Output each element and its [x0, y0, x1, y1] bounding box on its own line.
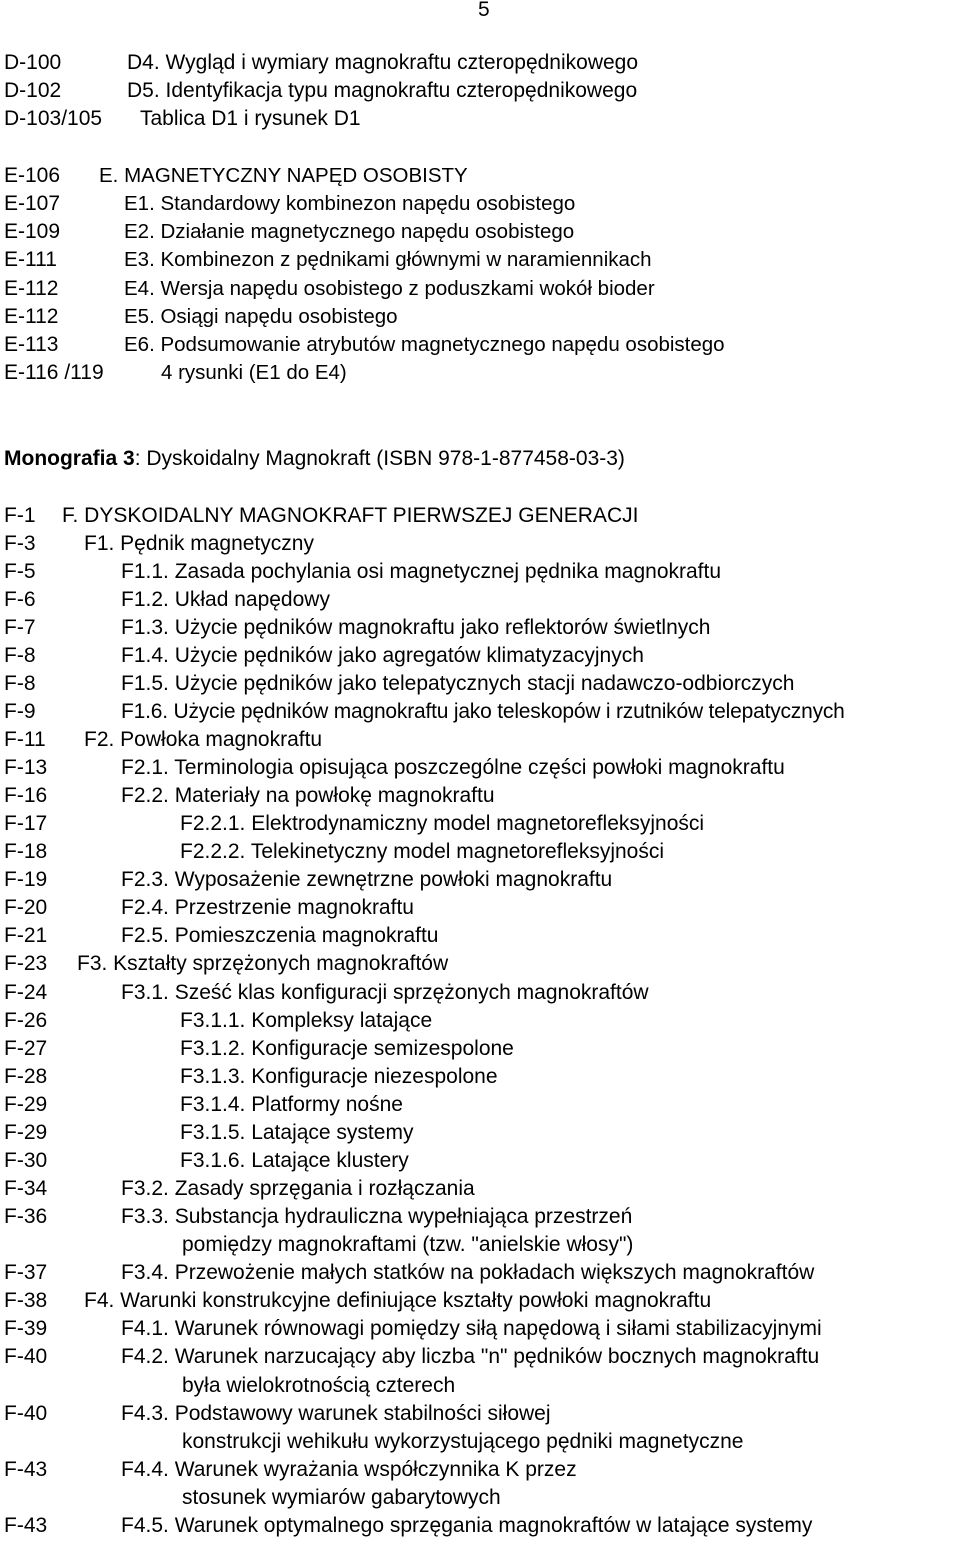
toc-page-ref: F-9 [4, 700, 36, 723]
toc-entry-title: Tablica D1 i rysunek D1 [140, 107, 361, 130]
toc-entry-title: E2. Działanie magnetycznego napędu osobistego [124, 220, 575, 243]
toc-page-ref: F-11 [4, 728, 46, 751]
toc-entry-title: E3. Kombinezon z pędnikami głównymi w naramiennikach [124, 248, 652, 271]
toc-entry-title: F3.1.3. Konfiguracje niezespolone [180, 1065, 498, 1088]
toc-entry [0, 359, 960, 387]
toc-entry [0, 1175, 960, 1203]
toc-entry [0, 586, 960, 614]
toc-entry [0, 1119, 960, 1147]
monograph-title: : Dyskoidalny Magnokraft (ISBN 978-1-877458-03-3) [134, 447, 625, 470]
toc-entry [0, 275, 960, 303]
toc-entry [0, 754, 960, 782]
toc-entry [0, 950, 960, 978]
toc-entry-title: F3.1. Sześć klas konfiguracji sprzężonych magnokraftów [121, 981, 649, 1004]
toc-entry [0, 1091, 960, 1119]
toc-entry [0, 49, 960, 77]
toc-entry [0, 502, 960, 530]
toc-entry [0, 642, 960, 670]
toc-entry-title: D5. Identyfikacja typu magnokraftu czteropędnikowego [127, 79, 638, 102]
toc-entry [0, 1512, 960, 1540]
toc-entry-continuation [0, 1484, 960, 1512]
toc-entry-title: F3.4. Przewożenie małych statków na pokładach większych magnokraftów [121, 1261, 815, 1284]
toc-entry-title: F2.1. Terminologia opisująca poszczególne części powłoki magnokraftu [121, 756, 785, 779]
toc-page-ref: E-106 [4, 164, 61, 187]
toc-entry-title: F1. Pędnik magnetyczny [84, 532, 314, 555]
toc-entry [0, 558, 960, 586]
toc-entry-title: F4.1. Warunek równowagi pomiędzy siłą napędową i siłami stabilizacyjnymi [121, 1317, 822, 1340]
toc-entry [0, 1035, 960, 1063]
toc-page-ref: F-29 [4, 1121, 48, 1144]
toc-entry [0, 162, 960, 190]
toc-entry-title: F1.2. Układ napędowy [121, 588, 330, 611]
toc-page-ref: F-37 [4, 1261, 48, 1284]
toc-page-ref: F-16 [4, 784, 48, 807]
toc-entry [0, 246, 960, 274]
toc-entry-title: F2.2.1. Elektrodynamiczny model magnetorefleksyjności [180, 812, 705, 835]
toc-entry-title: E4. Wersja napędu osobistego z poduszkami wokół bioder [124, 277, 655, 300]
toc-entry-title: F2.5. Pomieszczenia magnokraftu [121, 924, 439, 947]
toc-page-ref: F-3 [4, 532, 36, 555]
toc-page-ref: D-102 [4, 79, 62, 102]
toc-entry-continuation [0, 1231, 960, 1259]
toc-page-ref: F-40 [4, 1345, 48, 1368]
toc-entry-title: F1.1. Zasada pochylania osi magnetycznej pędnika magnokraftu [121, 560, 722, 583]
toc-page-ref: F-43 [4, 1458, 48, 1481]
toc-entry [0, 530, 960, 558]
toc-entry [0, 866, 960, 894]
toc-entry [0, 77, 960, 105]
toc-page-ref: E-109 [4, 220, 61, 243]
toc-entry [0, 922, 960, 950]
toc-page-ref: F-29 [4, 1093, 48, 1116]
toc-entry [0, 105, 960, 133]
toc-entry-title: F4.3. Podstawowy warunek stabilności siłowej [121, 1402, 551, 1425]
toc-entry-title: F4.2. Warunek narzucający aby liczba "n" pędników bocznych magnokraftu [121, 1345, 820, 1368]
toc-entry [0, 726, 960, 754]
toc-page-ref: F-43 [4, 1514, 48, 1537]
toc-page-ref: F-23 [4, 952, 48, 975]
toc-page-ref: F-40 [4, 1402, 48, 1425]
toc-page-ref: F-39 [4, 1317, 48, 1340]
toc-page-ref: F-6 [4, 588, 36, 611]
toc-entry-title: F3.2. Zasady sprzęgania i rozłączania [121, 1177, 475, 1200]
toc-entry [0, 810, 960, 838]
toc-page-ref: F-20 [4, 896, 48, 919]
toc-page-ref: F-5 [4, 560, 36, 583]
toc-entry [0, 190, 960, 218]
toc-page-ref: F-8 [4, 672, 36, 695]
toc-entry [0, 218, 960, 246]
toc-page-ref: E-107 [4, 192, 61, 215]
toc-entry [0, 614, 960, 642]
toc-page-ref: F-13 [4, 756, 48, 779]
toc-page-ref: E-113 [4, 333, 59, 356]
toc-page-ref: F-26 [4, 1009, 48, 1032]
toc-entry-title: F2.2.2. Telekinetyczny model magnetorefleksyjności [180, 840, 665, 863]
toc-entry-title: E. MAGNETYCZNY NAPĘD OSOBISTY [99, 164, 468, 187]
toc-page-ref: F-34 [4, 1177, 48, 1200]
toc-entry-title: F1.6. Użycie pędników magnokraftu jako teleskopów i rzutników telepatycznych [121, 700, 845, 723]
toc-entry-title: F3. Kształty sprzężonych magnokraftów [77, 952, 449, 975]
toc-entry-title: E5. Osiągi napędu osobistego [124, 305, 398, 328]
toc-entry-title: pomiędzy magnokraftami (tzw. "anielskie włosy") [182, 1233, 634, 1256]
toc-entry-title: była wielokrotnością czterech [182, 1374, 456, 1397]
toc-page-ref: D-103/105 [4, 107, 103, 130]
toc-entry [0, 1400, 960, 1428]
toc-entry-title: F1.3. Użycie pędników magnokraftu jako reflektorów świetlnych [121, 616, 711, 639]
toc-entry-title: F3.3. Substancja hydrauliczna wypełniająca przestrzeń [121, 1205, 633, 1228]
toc-entry-continuation [0, 1428, 960, 1456]
toc-page-ref: F-8 [4, 644, 36, 667]
toc-entry-title: konstrukcji wehikułu wykorzystującego pędniki magnetyczne [182, 1430, 744, 1453]
toc-page-ref: F-36 [4, 1205, 48, 1228]
page-number: 5 [478, 0, 490, 21]
toc-entry-title: 4 rysunki (E1 do E4) [161, 361, 347, 384]
toc-entry [0, 1203, 960, 1231]
monograph-label: Monografia 3 [4, 447, 135, 470]
toc-entry-title: E6. Podsumowanie atrybutów magnetycznego napędu osobistego [124, 333, 725, 356]
toc-entry [0, 1147, 960, 1175]
toc-entry-title: F3.1.1. Kompleksy latające [180, 1009, 433, 1032]
toc-entry-title: F4. Warunki konstrukcyjne definiujące kształty powłoki magnokraftu [84, 1289, 712, 1312]
toc-page-ref: F-19 [4, 868, 48, 891]
toc-page-ref: F-7 [4, 616, 36, 639]
toc-page-ref: E-116 /119 [4, 361, 104, 384]
toc-page-ref: F-38 [4, 1289, 48, 1312]
toc-page-ref: E-112 [4, 305, 59, 328]
toc-entry-title: F2.4. Przestrzenie magnokraftu [121, 896, 414, 919]
toc-page-ref: F-1 [4, 504, 36, 527]
toc-page-ref: F-21 [4, 924, 48, 947]
toc-page-ref: F-28 [4, 1065, 48, 1088]
toc-entry-title: F4.5. Warunek optymalnego sprzęgania magnokraftów w latające systemy [121, 1514, 813, 1537]
toc-entry-title: F2.3. Wyposażenie zewnętrzne powłoki magnokraftu [121, 868, 613, 891]
toc-entry [0, 1063, 960, 1091]
toc-entry [0, 1007, 960, 1035]
toc-entry-title: F4.4. Warunek wyrażania współczynnika K przez [121, 1458, 577, 1481]
toc-page-ref: F-27 [4, 1037, 48, 1060]
toc-page-ref: F-17 [4, 812, 48, 835]
toc-page-ref: D-100 [4, 51, 62, 74]
toc-page-ref: F-18 [4, 840, 48, 863]
toc-page-ref: E-111 [4, 248, 57, 271]
toc-entry [0, 331, 960, 359]
toc-entry [0, 670, 960, 698]
toc-entry [0, 838, 960, 866]
toc-entry [0, 1456, 960, 1484]
toc-entry-title: D4. Wygląd i wymiary magnokraftu czteropędnikowego [127, 51, 639, 74]
monograph-heading [4, 445, 625, 473]
toc-entry-title: F. DYSKOIDALNY MAGNOKRAFT PIERWSZEJ GENERACJI [62, 504, 639, 527]
toc-entry-title: F3.1.2. Konfiguracje semizespolone [180, 1037, 514, 1060]
toc-entry [0, 782, 960, 810]
toc-entry-title: F1.5. Użycie pędników jako telepatycznych stacji nadawczo-odbiorczych [121, 672, 795, 695]
toc-entry-continuation [0, 1372, 960, 1400]
toc-page-ref: F-24 [4, 981, 48, 1004]
toc-entry [0, 979, 960, 1007]
toc-entry-title: F2. Powłoka magnokraftu [84, 728, 323, 751]
toc-entry-title: stosunek wymiarów gabarytowych [182, 1486, 501, 1509]
toc-entry [0, 1343, 960, 1371]
toc-entry-title: F3.1.4. Platformy nośne [180, 1093, 403, 1116]
toc-page-ref: E-112 [4, 277, 59, 300]
toc-entry-title: F2.2. Materiały na powłokę magnokraftu [121, 784, 495, 807]
toc-entry [0, 303, 960, 331]
toc-entry-title: E1. Standardowy kombinezon napędu osobistego [124, 192, 576, 215]
toc-entry [0, 894, 960, 922]
toc-entry-title: F1.4. Użycie pędników jako agregatów klimatyzacyjnych [121, 644, 644, 667]
toc-entry-title: F3.1.6. Latające klustery [180, 1149, 409, 1172]
toc-entry [0, 1315, 960, 1343]
toc-entry-title: F3.1.5. Latające systemy [180, 1121, 414, 1144]
toc-entry [0, 1259, 960, 1287]
toc-page-ref: F-30 [4, 1149, 48, 1172]
toc-entry [0, 1287, 960, 1315]
toc-entry [0, 698, 960, 726]
